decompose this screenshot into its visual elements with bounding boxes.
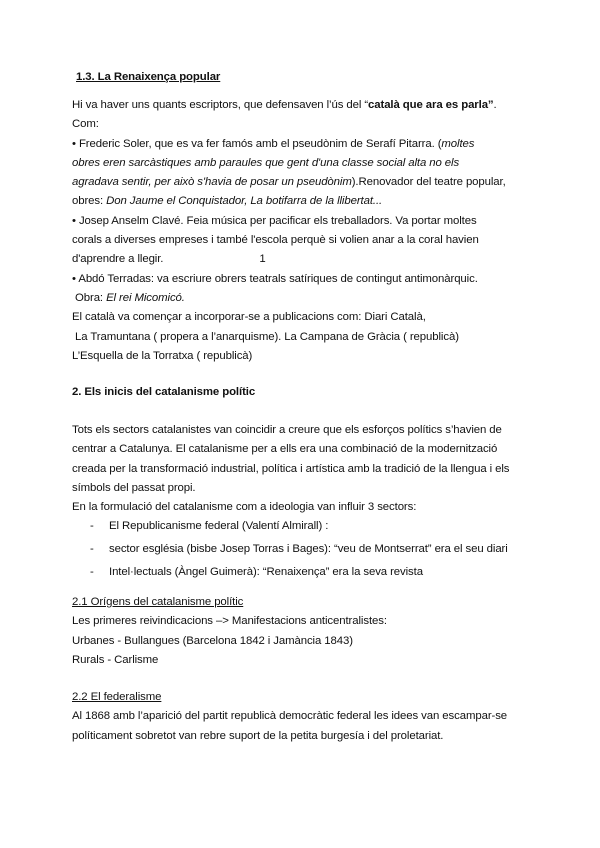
paragraph-line: En la formulació del catalanisme com a ideologia van influir 3 sectors: <box>72 501 417 514</box>
paragraph-line: La Tramuntana ( propera a l’anarquisme). La Campana de Gràcia ( republicà) <box>75 330 459 343</box>
paragraph-line: Com: <box>72 118 99 131</box>
paragraph-line: L’Esquella de la Torratxa ( republicà) <box>72 349 253 362</box>
paragraph-line: d'aprendre a llegir. 1 <box>72 250 532 269</box>
bullet-clave: • Josep Anselm Clavé. Feia música per pacificar els treballadors. Va portar moltes <box>72 214 477 227</box>
bullet-terradas: • Abdó Terradas: va escriure obrers teatrals satíriques de contingut antimonàrquic. <box>72 272 478 285</box>
section-inicis-body <box>72 421 532 517</box>
paragraph-line: centrar a Catalunya. El catalanisme per a ells era una combinació de la modernització <box>72 443 498 456</box>
paragraph-line: obres eren sarcàstiques amb paraules que gent d'una classe social alta no els <box>72 156 460 169</box>
bullet-soler: • Frederic Soler, que es va fer famós amb el pseudònim de Serafí Pitarra. (moltes <box>72 137 475 150</box>
section-title: 2. Els inicis del catalanisme polític <box>72 386 256 398</box>
bold-phrase: català que ara es parla” <box>368 99 494 111</box>
paragraph-line: Hi va haver uns quants escriptors, que defensaven l’ús del “català que ara es parla”. <box>72 99 497 111</box>
sectors-list <box>90 515 530 585</box>
paragraph-line: creada per la transformació industrial, política i artística amb la tradició de la llengua i els <box>72 462 510 475</box>
paragraph-line: El català va començar a incorporar-se a publicacions com: Diari Català, <box>72 311 426 324</box>
section-title: 2.1 Orígens del catalanisme polític <box>72 596 244 608</box>
section-renaixenca-popular <box>72 68 532 87</box>
section-inicis-catalanisme <box>72 383 532 402</box>
footnote-number: 1 <box>259 253 266 266</box>
paragraph-line: políticament sobretot van rebre suport de la petita burgesía i del proletariat. <box>72 729 444 742</box>
paragraph-line: Urbanes - Bullangues (Barcelona 1842 i Jamància 1843) <box>72 634 353 647</box>
paragraph-line: símbols del passat propi. <box>72 481 196 494</box>
section-origens <box>72 593 532 670</box>
paragraph-line: Al 1868 amb l’aparició del partit republicà democràtic federal les idees van escampar-se <box>72 710 508 723</box>
section-title: 1.3. La Renaixença popular <box>76 71 221 83</box>
paragraph-line: Les primeres reivindicacions –> Manifestacions anticentralistes: <box>72 615 387 628</box>
section-federalisme <box>72 688 532 746</box>
list-item: - sector església (bisbe Josep Torras i Bages): “veu de Montserrat” era el seu diari <box>90 543 508 556</box>
paragraph-line: agradava sentir, per això s'havia de posar un pseudònim).Renovador del teatre popular, <box>72 176 506 189</box>
section-title: 2.2 El federalisme <box>72 691 162 703</box>
list-item: - Intel·lectuals (Àngel Guimerà): “Renaixença” era la seva revista <box>90 566 423 579</box>
paragraph-line: obres: Don Jaume el Conquistador, La botifarra de la llibertat... <box>72 195 383 208</box>
paragraph-line: Rurals - Carlisme <box>72 653 159 666</box>
paragraph-line: Obra: El rei Micomicó. <box>75 291 185 304</box>
list-item: - El Republicanisme federal (Valentí Almirall) : <box>90 520 329 532</box>
paragraph-line: corals a diverses empreses i també l'escola perquè si volien anar a la coral havien <box>72 234 479 247</box>
paragraph-line: Tots els sectors catalanistes van coincidir a creure que els esforços polítics s’havien de <box>72 424 502 436</box>
section-renaixenca-body <box>72 96 532 366</box>
